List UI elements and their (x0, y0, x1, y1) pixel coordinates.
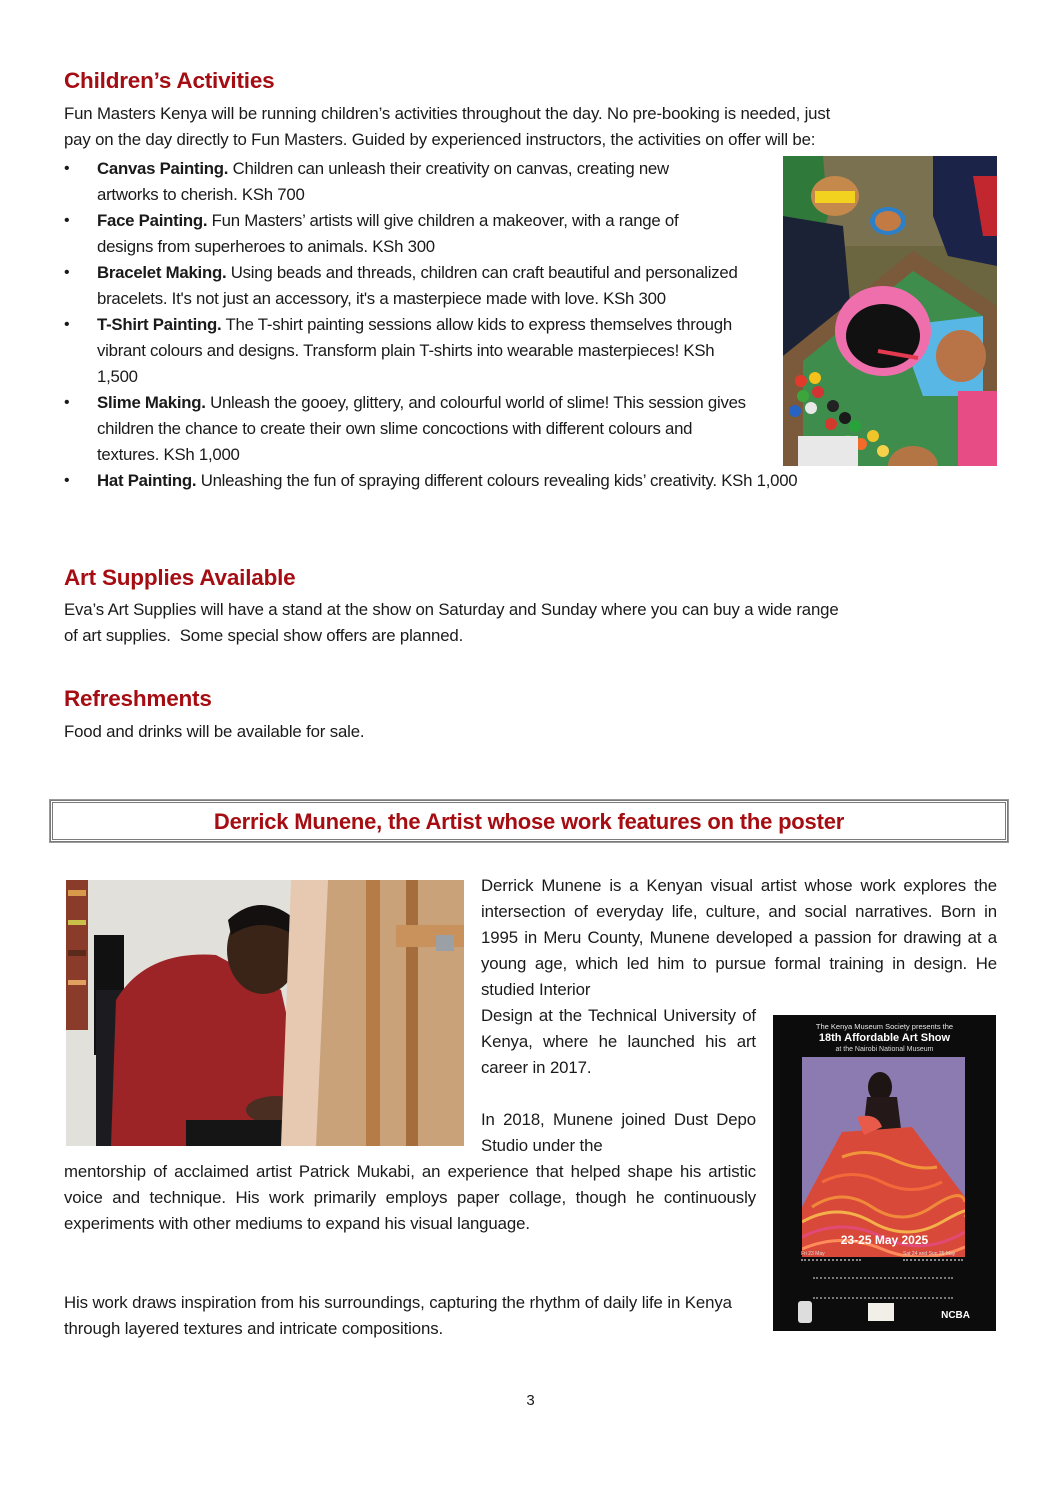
activities-list (64, 156, 798, 494)
activity-name: T-Shirt Painting. (97, 315, 222, 334)
activity-name: Canvas Painting. (97, 159, 229, 178)
artist-bio-paragraph-2-wide: mentorship of acclaimed artist Patrick Mukabi, an experience that helped shape his artistic voice and technique. His work primarily employs paper collage, though he continuously experiments with other mediums to expand his visual language. (64, 1162, 756, 1233)
bullet-icon: • (64, 316, 70, 333)
artist-bio-paragraph-1-top: Derrick Munene is a Kenyan visual artist whose work explores the intersection of everyday life, culture, and social narratives. Born in 1995 in Meru County, Munene developed a passion for drawing at a young age, which led him to pursue formal training in design. He studied Interior (481, 876, 997, 999)
refreshments-heading: Refreshments (64, 686, 212, 711)
bullet-icon: • (64, 472, 70, 489)
art-supplies-heading: Art Supplies Available (64, 565, 296, 590)
activity-description: Fun Masters’ artists will give children a makeover, with a range of designs from superheroes to animals. KSh 300 (97, 211, 679, 256)
activity-item (64, 260, 744, 312)
artist-section-banner (50, 800, 1008, 842)
activity-item (64, 312, 734, 390)
artist-at-easel-illustration (66, 880, 464, 1146)
bullet-icon: • (64, 394, 70, 411)
poster-weekend-details (903, 1259, 963, 1271)
activity-description: Unleashing the fun of spraying different colours revealing kids’ creativity. KSh 1,000 (196, 471, 798, 490)
children-painting-illustration (783, 156, 997, 466)
childrens-activities-intro-line2: pay on the day directly to Fun Masters. Guided by experienced instructors, the activities on offer will be: (64, 130, 816, 149)
bullet-icon: • (64, 160, 70, 177)
art-supplies-line2: of art supplies. Some special show offers are planned. (64, 626, 464, 645)
activity-item (64, 208, 724, 260)
poster-presenter: The Kenya Museum Society presents the (815, 1022, 954, 1031)
activity-name: Hat Painting. (97, 471, 197, 490)
artist-bio-paragraph-3: His work draws inspiration from his surroundings, capturing the rhythm of daily life in Kenya through layered textures and intricate compositions. (64, 1293, 732, 1338)
activity-description: Using beads and threads, children can craft beautiful and personalized bracelets. It's not just an accessory, it's a masterpiece made with love. KSh 300 (97, 263, 738, 308)
bullet-icon: • (64, 264, 70, 281)
activity-description: The T-shirt painting sessions allow kids to express themselves through vibrant colours and designs. Transform plain T-shirts into wearable masterpieces! KSh 1,500 (97, 315, 732, 386)
artist-bio-paragraph-2-top: In 2018, Munene joined Dust Depo Studio under the (481, 1110, 756, 1155)
poster-society-logo (798, 1301, 812, 1323)
poster-fine-print (813, 1277, 953, 1299)
artist-photo (66, 880, 464, 1146)
poster-weekend-info: Sat 24 and Sun 25 May (903, 1251, 956, 1257)
poster-friday-info: Fri 23 May (801, 1251, 825, 1257)
poster-artwork-illustration (802, 1057, 965, 1257)
activity-description: Unleash the gooey, glittery, and colourful world of slime! This session gives children the chance to create their own slime concoctions with different colours and textures. KSh 1,000 (97, 393, 746, 464)
activity-name: Slime Making. (97, 393, 206, 412)
art-supplies-line1: Eva’s Art Supplies will have a stand at the show on Saturday and Sunday where you can buy a wide range (64, 600, 839, 619)
poster-venue: at the Nairobi National Museum (835, 1046, 934, 1053)
poster-museum-logo (868, 1303, 894, 1321)
poster-artwork (802, 1057, 965, 1257)
childrens-activities-intro-line1: Fun Masters Kenya will be running children’s activities throughout the day. No pre-booking is needed, just (64, 104, 831, 123)
poster-sponsor-logo: NCBA (941, 1310, 970, 1321)
artist-bio-paragraph-1-narrow: Design at the Technical University of Kenya, where he launched his art career in 2017. (481, 1006, 756, 1077)
children-painting-photo (783, 156, 997, 466)
activity-item (64, 468, 1024, 494)
refreshments-text: Food and drinks will be available for sale. (64, 722, 365, 741)
activity-name: Face Painting. (97, 211, 208, 230)
activity-name: Bracelet Making. (97, 263, 227, 282)
activity-description: Children can unleash their creativity on canvas, creating new artworks to cherish. KSh 700 (97, 159, 669, 204)
page-number: 3 (526, 1392, 535, 1409)
poster-friday-details (801, 1259, 861, 1271)
activity-item (64, 390, 754, 468)
art-show-poster (773, 1015, 996, 1331)
bullet-icon: • (64, 212, 70, 229)
activity-item (64, 156, 734, 208)
poster-title: 18th Affordable Art Show (818, 1032, 951, 1044)
artist-section-title: Derrick Munene, the Artist whose work features on the poster (213, 809, 845, 834)
poster-dates: 23-25 May 2025 (840, 1233, 929, 1247)
childrens-activities-heading: Children’s Activities (64, 68, 275, 93)
